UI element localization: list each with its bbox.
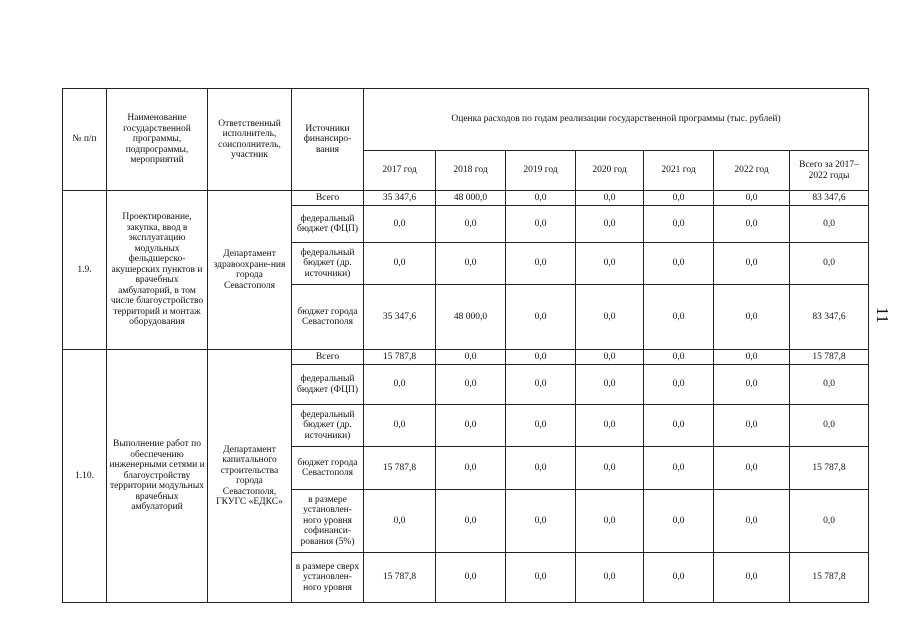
value-cell: 15 787,8 (364, 447, 436, 490)
value-cell: 0,0 (714, 405, 790, 447)
value-cell: 0,0 (644, 365, 714, 405)
value-cell: 0,0 (436, 243, 506, 285)
funding-source: федеральный бюджет (ФЦП) (292, 206, 364, 243)
value-cell: 0,0 (714, 285, 790, 350)
value-cell: 0,0 (576, 553, 644, 603)
value-cell: 0,0 (576, 206, 644, 243)
value-cell: 0,0 (436, 447, 506, 490)
value-cell: 0,0 (644, 285, 714, 350)
value-total: 0,0 (790, 405, 869, 447)
funding-source: Всего (292, 191, 364, 206)
value-cell: 0,0 (644, 243, 714, 285)
page-number: 11 (873, 306, 893, 324)
value-cell: 0,0 (506, 285, 576, 350)
value-cell: 35 347,6 (364, 191, 436, 206)
header-estimate: Оценка расходов по годам реализации государственной программы (тыс. рублей) (364, 89, 869, 151)
value-total: 0,0 (790, 243, 869, 285)
value-cell: 0,0 (576, 285, 644, 350)
funding-source: бюджет города Севастополя (292, 285, 364, 350)
value-cell: 0,0 (364, 405, 436, 447)
value-cell: 0,0 (644, 191, 714, 206)
value-cell: 48 000,0 (436, 191, 506, 206)
funding-source: в размере установлен-ного уровня софинанси-рования (5%) (292, 490, 364, 553)
budget-table (62, 88, 869, 603)
value-cell: 0,0 (714, 365, 790, 405)
value-total: 0,0 (790, 365, 869, 405)
value-cell: 0,0 (644, 553, 714, 603)
value-cell: 0,0 (644, 405, 714, 447)
value-cell: 0,0 (506, 243, 576, 285)
value-cell: 0,0 (714, 191, 790, 206)
value-cell: 0,0 (576, 490, 644, 553)
value-cell: 0,0 (506, 553, 576, 603)
table-row (63, 191, 869, 206)
funding-source: в размере сверх установлен-ного уровня (292, 553, 364, 603)
header-year: 2018 год (436, 151, 506, 191)
value-cell: 0,0 (576, 365, 644, 405)
value-cell: 0,0 (506, 350, 576, 365)
section-name: Проектирование, закупка, ввод в эксплуатацию модульных фельдшерско-акушерских пунктов и врачебных амбулаторий, в том числе благоустройство территорий и монтаж оборудования (107, 191, 208, 350)
value-total: 15 787,8 (790, 350, 869, 365)
section-responsible: Департамент капитального строительства города Севастополя, ГКУГС «ЕДКС» (208, 350, 292, 603)
header-num: № п/п (63, 89, 107, 191)
value-cell: 15 787,8 (364, 350, 436, 365)
section-number: 1.9. (63, 191, 107, 350)
value-cell: 0,0 (364, 243, 436, 285)
header-year: 2022 год (714, 151, 790, 191)
value-cell: 0,0 (576, 350, 644, 365)
value-cell: 0,0 (714, 447, 790, 490)
value-cell: 15 787,8 (364, 553, 436, 603)
value-cell: 0,0 (714, 553, 790, 603)
value-total: 83 347,6 (790, 285, 869, 350)
funding-source: бюджет города Севастополя (292, 447, 364, 490)
value-cell: 0,0 (714, 350, 790, 365)
value-cell: 0,0 (506, 405, 576, 447)
header-year-total: Всего за 2017–2022 годы (790, 151, 869, 191)
funding-source: Всего (292, 350, 364, 365)
value-total: 0,0 (790, 490, 869, 553)
section-number: 1.10. (63, 350, 107, 603)
funding-source: федеральный бюджет (др. источники) (292, 243, 364, 285)
value-cell: 0,0 (436, 490, 506, 553)
table-body (63, 191, 869, 603)
header-year: 2021 год (644, 151, 714, 191)
value-cell: 0,0 (506, 365, 576, 405)
header-responsible: Ответственный исполнитель, соисполнитель, участник (208, 89, 292, 191)
value-cell: 0,0 (364, 490, 436, 553)
header-name: Наименование государственной программы, подпрограммы, мероприятий (107, 89, 208, 191)
value-total: 15 787,8 (790, 553, 869, 603)
value-cell: 0,0 (644, 206, 714, 243)
value-cell: 0,0 (436, 350, 506, 365)
header-year: 2017 год (364, 151, 436, 191)
value-cell: 0,0 (506, 206, 576, 243)
value-cell: 0,0 (714, 490, 790, 553)
header-source: Источники финансиро-вания (292, 89, 364, 191)
section-name: Выполнение работ по обеспечению инженерными сетями и благоустройству территории модульных врачебных амбулаторий (107, 350, 208, 603)
value-cell: 0,0 (364, 206, 436, 243)
value-cell: 0,0 (506, 490, 576, 553)
value-cell: 0,0 (714, 206, 790, 243)
value-total: 83 347,6 (790, 191, 869, 206)
value-cell: 0,0 (576, 191, 644, 206)
value-cell: 0,0 (436, 553, 506, 603)
funding-source: федеральный бюджет (ФЦП) (292, 365, 364, 405)
header-year: 2020 год (576, 151, 644, 191)
value-cell: 0,0 (436, 206, 506, 243)
value-cell: 35 347,6 (364, 285, 436, 350)
value-cell: 0,0 (576, 243, 644, 285)
value-cell: 0,0 (364, 365, 436, 405)
value-cell: 48 000,0 (436, 285, 506, 350)
header-year: 2019 год (506, 151, 576, 191)
value-cell: 0,0 (644, 490, 714, 553)
section-responsible: Департамент здравоохране-ния города Севастополя (208, 191, 292, 350)
value-cell: 0,0 (576, 447, 644, 490)
value-cell: 0,0 (714, 243, 790, 285)
value-cell: 0,0 (644, 447, 714, 490)
value-cell: 0,0 (644, 350, 714, 365)
value-total: 0,0 (790, 206, 869, 243)
value-cell: 0,0 (506, 447, 576, 490)
value-total: 15 787,8 (790, 447, 869, 490)
value-cell: 0,0 (506, 191, 576, 206)
funding-source: федеральный бюджет (др. источники) (292, 405, 364, 447)
value-cell: 0,0 (576, 405, 644, 447)
value-cell: 0,0 (436, 365, 506, 405)
value-cell: 0,0 (436, 405, 506, 447)
table-row (63, 350, 869, 365)
